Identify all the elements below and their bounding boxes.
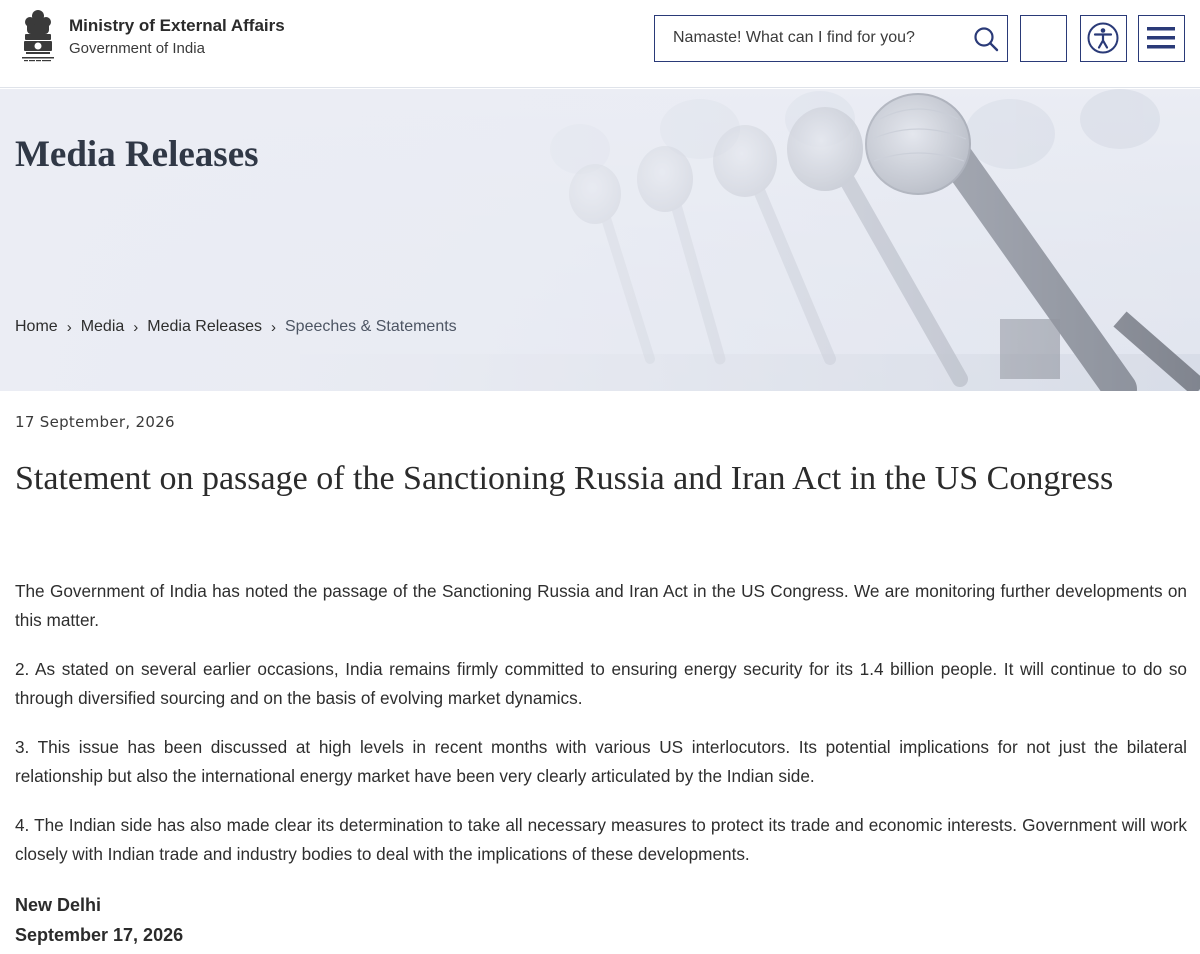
- breadcrumb: [15, 318, 457, 336]
- article-body: [15, 577, 1187, 889]
- article-title: Statement on passage of the Sanctioning Russia and Iran Act in the US Congress: [15, 460, 1114, 497]
- accessibility-icon: [1086, 21, 1120, 55]
- breadcrumb-media[interactable]: Media: [80, 318, 125, 335]
- org-title[interactable]: [69, 16, 285, 59]
- article-paragraph: 3. This issue has been discussed at high levels in recent months with various US interlocutors. Its potential implications for not just the bilateral relationship but also the international energy market have been very clearly articulated by the Indian side.: [15, 737, 1187, 786]
- breadcrumb-media-releases[interactable]: Media Releases: [147, 318, 262, 335]
- org-name: Ministry of External Affairs: [69, 16, 285, 35]
- article-date: 17 September, 2026: [15, 413, 175, 431]
- language-button[interactable]: [1020, 15, 1067, 62]
- org-subtitle: Government of India: [69, 40, 205, 57]
- article-paragraph: 4. The Indian side has also made clear its determination to take all necessary measures to protect its trade and economic interests. Government will work closely with Indian trade and industry bodies to deal with the implications of these developments.: [15, 815, 1187, 864]
- article-signature: [15, 890, 183, 950]
- page-banner: [0, 89, 1200, 391]
- breadcrumb-current: Speeches & Statements: [285, 318, 457, 335]
- breadcrumb-home[interactable]: Home: [15, 318, 58, 335]
- page-title: Media Releases: [15, 134, 259, 175]
- search-icon[interactable]: [973, 26, 999, 52]
- national-emblem-icon[interactable]: [18, 8, 58, 70]
- hamburger-menu-icon: [1144, 21, 1178, 55]
- chevron-right-icon: ›: [66, 318, 72, 336]
- menu-button[interactable]: [1138, 15, 1185, 62]
- chevron-right-icon: ›: [133, 318, 139, 336]
- accessibility-button[interactable]: [1080, 15, 1127, 62]
- signature-place: New Delhi: [15, 895, 102, 915]
- signature-date: September 17, 2026: [15, 925, 184, 945]
- chevron-right-icon: ›: [271, 318, 276, 336]
- search-input[interactable]: [673, 16, 963, 60]
- article-paragraph: 2. As stated on several earlier occasions, India remains firmly committed to ensuring energy security for its 1.4 billion people. It will continue to do so through diversified sourcing and on the basis of evolving market dynamics.: [15, 659, 1187, 708]
- search-box: [654, 15, 1008, 62]
- site-header: [0, 0, 1200, 88]
- article-paragraph: The Government of India has noted the passage of the Sanctioning Russia and Iran Act in the US Congress. We are monitoring further developments on this matter.: [15, 581, 1187, 630]
